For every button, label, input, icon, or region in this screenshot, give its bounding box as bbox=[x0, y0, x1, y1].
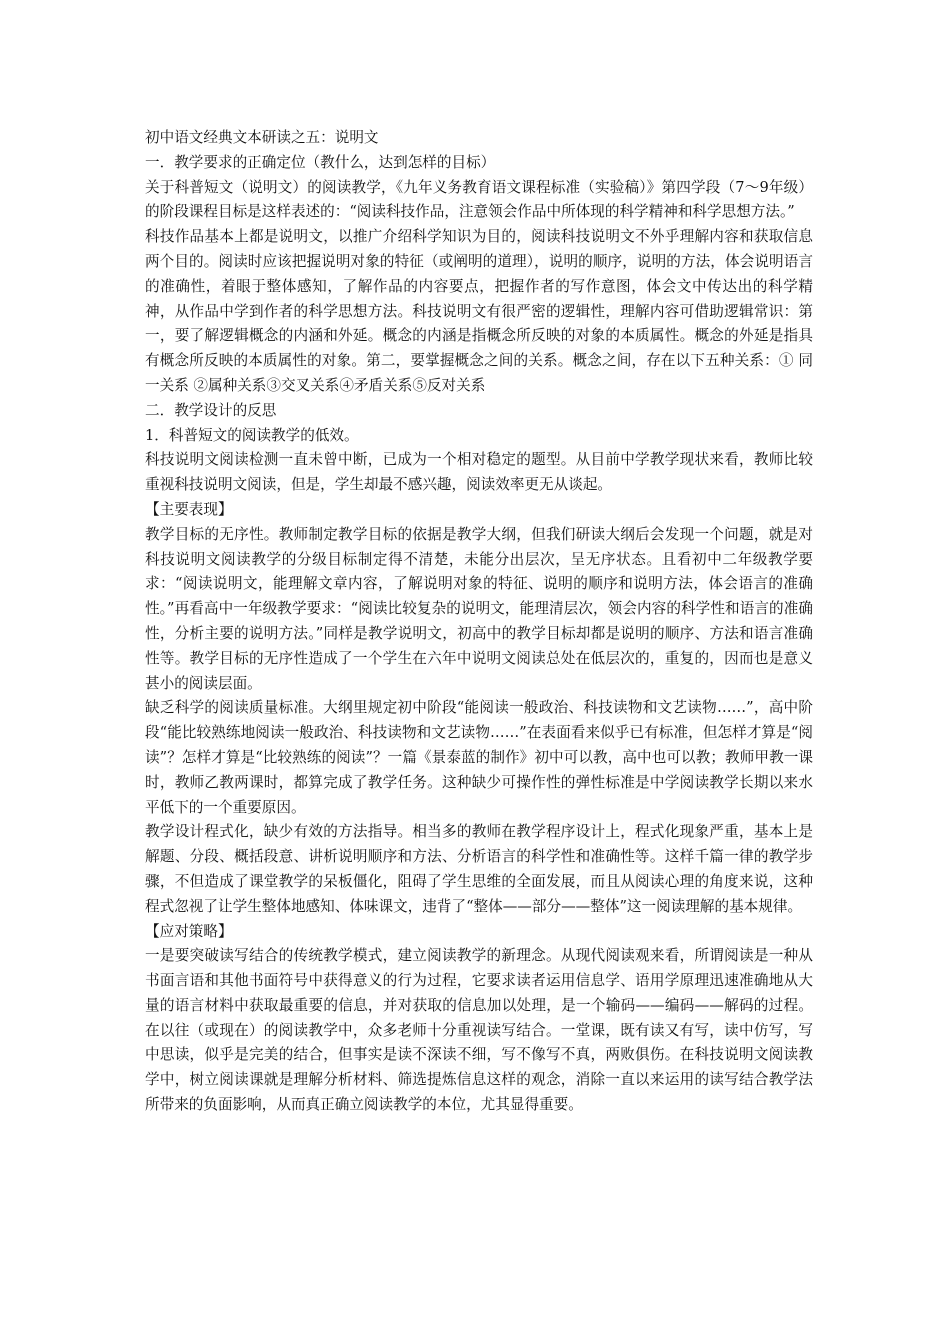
paragraph: 缺乏科学的阅读质量标准。大纲里规定初中阶段“能阅读一般政治、科技读物和文艺读物……”，高中阶段“能比较熟练地阅读一般政治、科技读物和文艺读物……”在表面看来似乎已有标准，但怎样才算是“阅读”？怎样才算是“比较熟练的阅读”？一篇《景泰蓝的制作》初中可以教，高中也可以教；教师甲教一课时，教师乙教两课时，都算完成了教学任务。这种缺少可操作性的弹性标准是中学阅读教学长期以来水平低下的一个重要原因。 bbox=[145, 699, 813, 816]
bracket-label: 【主要表现】 bbox=[145, 500, 233, 518]
paragraph: 一是要突破读写结合的传统教学模式，建立阅读教学的新理念。从现代阅读观来看，所谓阅读是一种从书面言语和其他书面符号中获得意义的行为过程，它要求读者运用信息学、语用学原理迅速准确地从大量的语言材料中获取最重要的信息，并对获取的信息加以处理，是一个输码——编码——解码的过程。在以往（或现在）的阅读教学中，众多老师十分重视读写结合。一堂课，既有读又有写，读中仿写，写中思读，似乎是完美的结合，但事实是读不深读不细，写不像写不真，两败俱伤。在科技说明文阅读教学中，树立阅读课就是理解分析材料、筛选提炼信息这样的观念，消除一直以来运用的读写结合教学法所带来的负面影响，从而真正确立阅读教学的本位，尤其显得重要。 bbox=[145, 947, 813, 1114]
paragraph: 关于科普短文（说明文）的阅读教学，《九年义务教育语文课程标准（实验稿）》第四学段（7～9年级）的阶段课程目标是这样表述的：“阅读科技作品，注意领会作品中所体现的科学精神和科学思想方法。” bbox=[145, 178, 813, 221]
document-title: 初中语文经典文本研读之五：说明文 bbox=[145, 129, 379, 146]
paragraph: 教学设计程式化，缺少有效的方法指导。相当多的教师在教学程序设计上，程式化现象严重，基本上是解题、分段、概括段意、讲析说明顺序和方法、分析语言的科学性和准确性等。这样千篇一律的教学步骤，不但造成了课堂教学的呆板僵化，阻碍了学生思维的全面发展，而且从阅读心理的角度来说，这种程式忽视了让学生整体地感知、体味课文，违背了“整体——部分——整体”这一阅读理解的基本规律。 bbox=[145, 823, 813, 915]
paragraph: 科技作品基本上都是说明文，以推广介绍科学知识为目的，阅读科技说明文不外乎理解内容和获取信息两个目的。阅读时应该把握说明对象的特征（或阐明的道理），说明的顺序，说明的方法，体会说明语言的准确性，着眼于整体感知，了解作品的内容要点，把握作者的写作意图，体会文中传达出的科学精神，从作品中学到作者的科学思想方法。科技说明文有很严密的逻辑性，理解内容可借助逻辑常识：第一，要了解逻辑概念的内涵和外延。概念的内涵是指概念所反映的对象的本质属性。概念的外延是指具有概念所反映的本质属性的对象。第二，要掌握概念之间的关系。概念之间，存在以下五种关系：① 同一关系 ②属种关系③交叉关系④矛盾关系⑤反对关系 bbox=[145, 228, 813, 394]
paragraph: 教学目标的无序性。教师制定教学目标的依据是教学大纲，但我们研读大纲后会发现一个问题，就是对科技说明文阅读教学的分级目标制定得不清楚，未能分出层次，呈无序状态。且看初中二年级教学要求：“阅读说明文，能理解文章内容，了解说明对象的特征、说明的顺序和说明方法，体会语言的准确性。”再看高中一年级教学要求：“阅读比较复杂的说明文，能理清层次，领会内容的科学性和语言的准确性，分析主要的说明方法。”同样是教学说明文，初高中的教学目标却都是说明的顺序、方法和语言准确性等。教学目标的无序性造成了一个学生在六年中说明文阅读总处在低层次的，重复的，因而也是意义甚小的阅读层面。 bbox=[145, 525, 813, 692]
section-heading-1: 一．教学要求的正确定位（教什么，达到怎样的目标） bbox=[145, 153, 496, 171]
bracket-label: 【应对策略】 bbox=[145, 922, 233, 940]
subheading: 1．科普短文的阅读教学的低效。 bbox=[145, 426, 359, 444]
document-page bbox=[145, 126, 813, 1118]
section-heading-2: 二．教学设计的反思 bbox=[145, 401, 277, 419]
paragraph: 科技说明文阅读检测一直未曾中断，已成为一个相对稳定的题型。从目前中学教学现状来看，教师比较重视科技说明文阅读，但是，学生却最不感兴趣，阅读效率更无从谈起。 bbox=[145, 451, 813, 494]
